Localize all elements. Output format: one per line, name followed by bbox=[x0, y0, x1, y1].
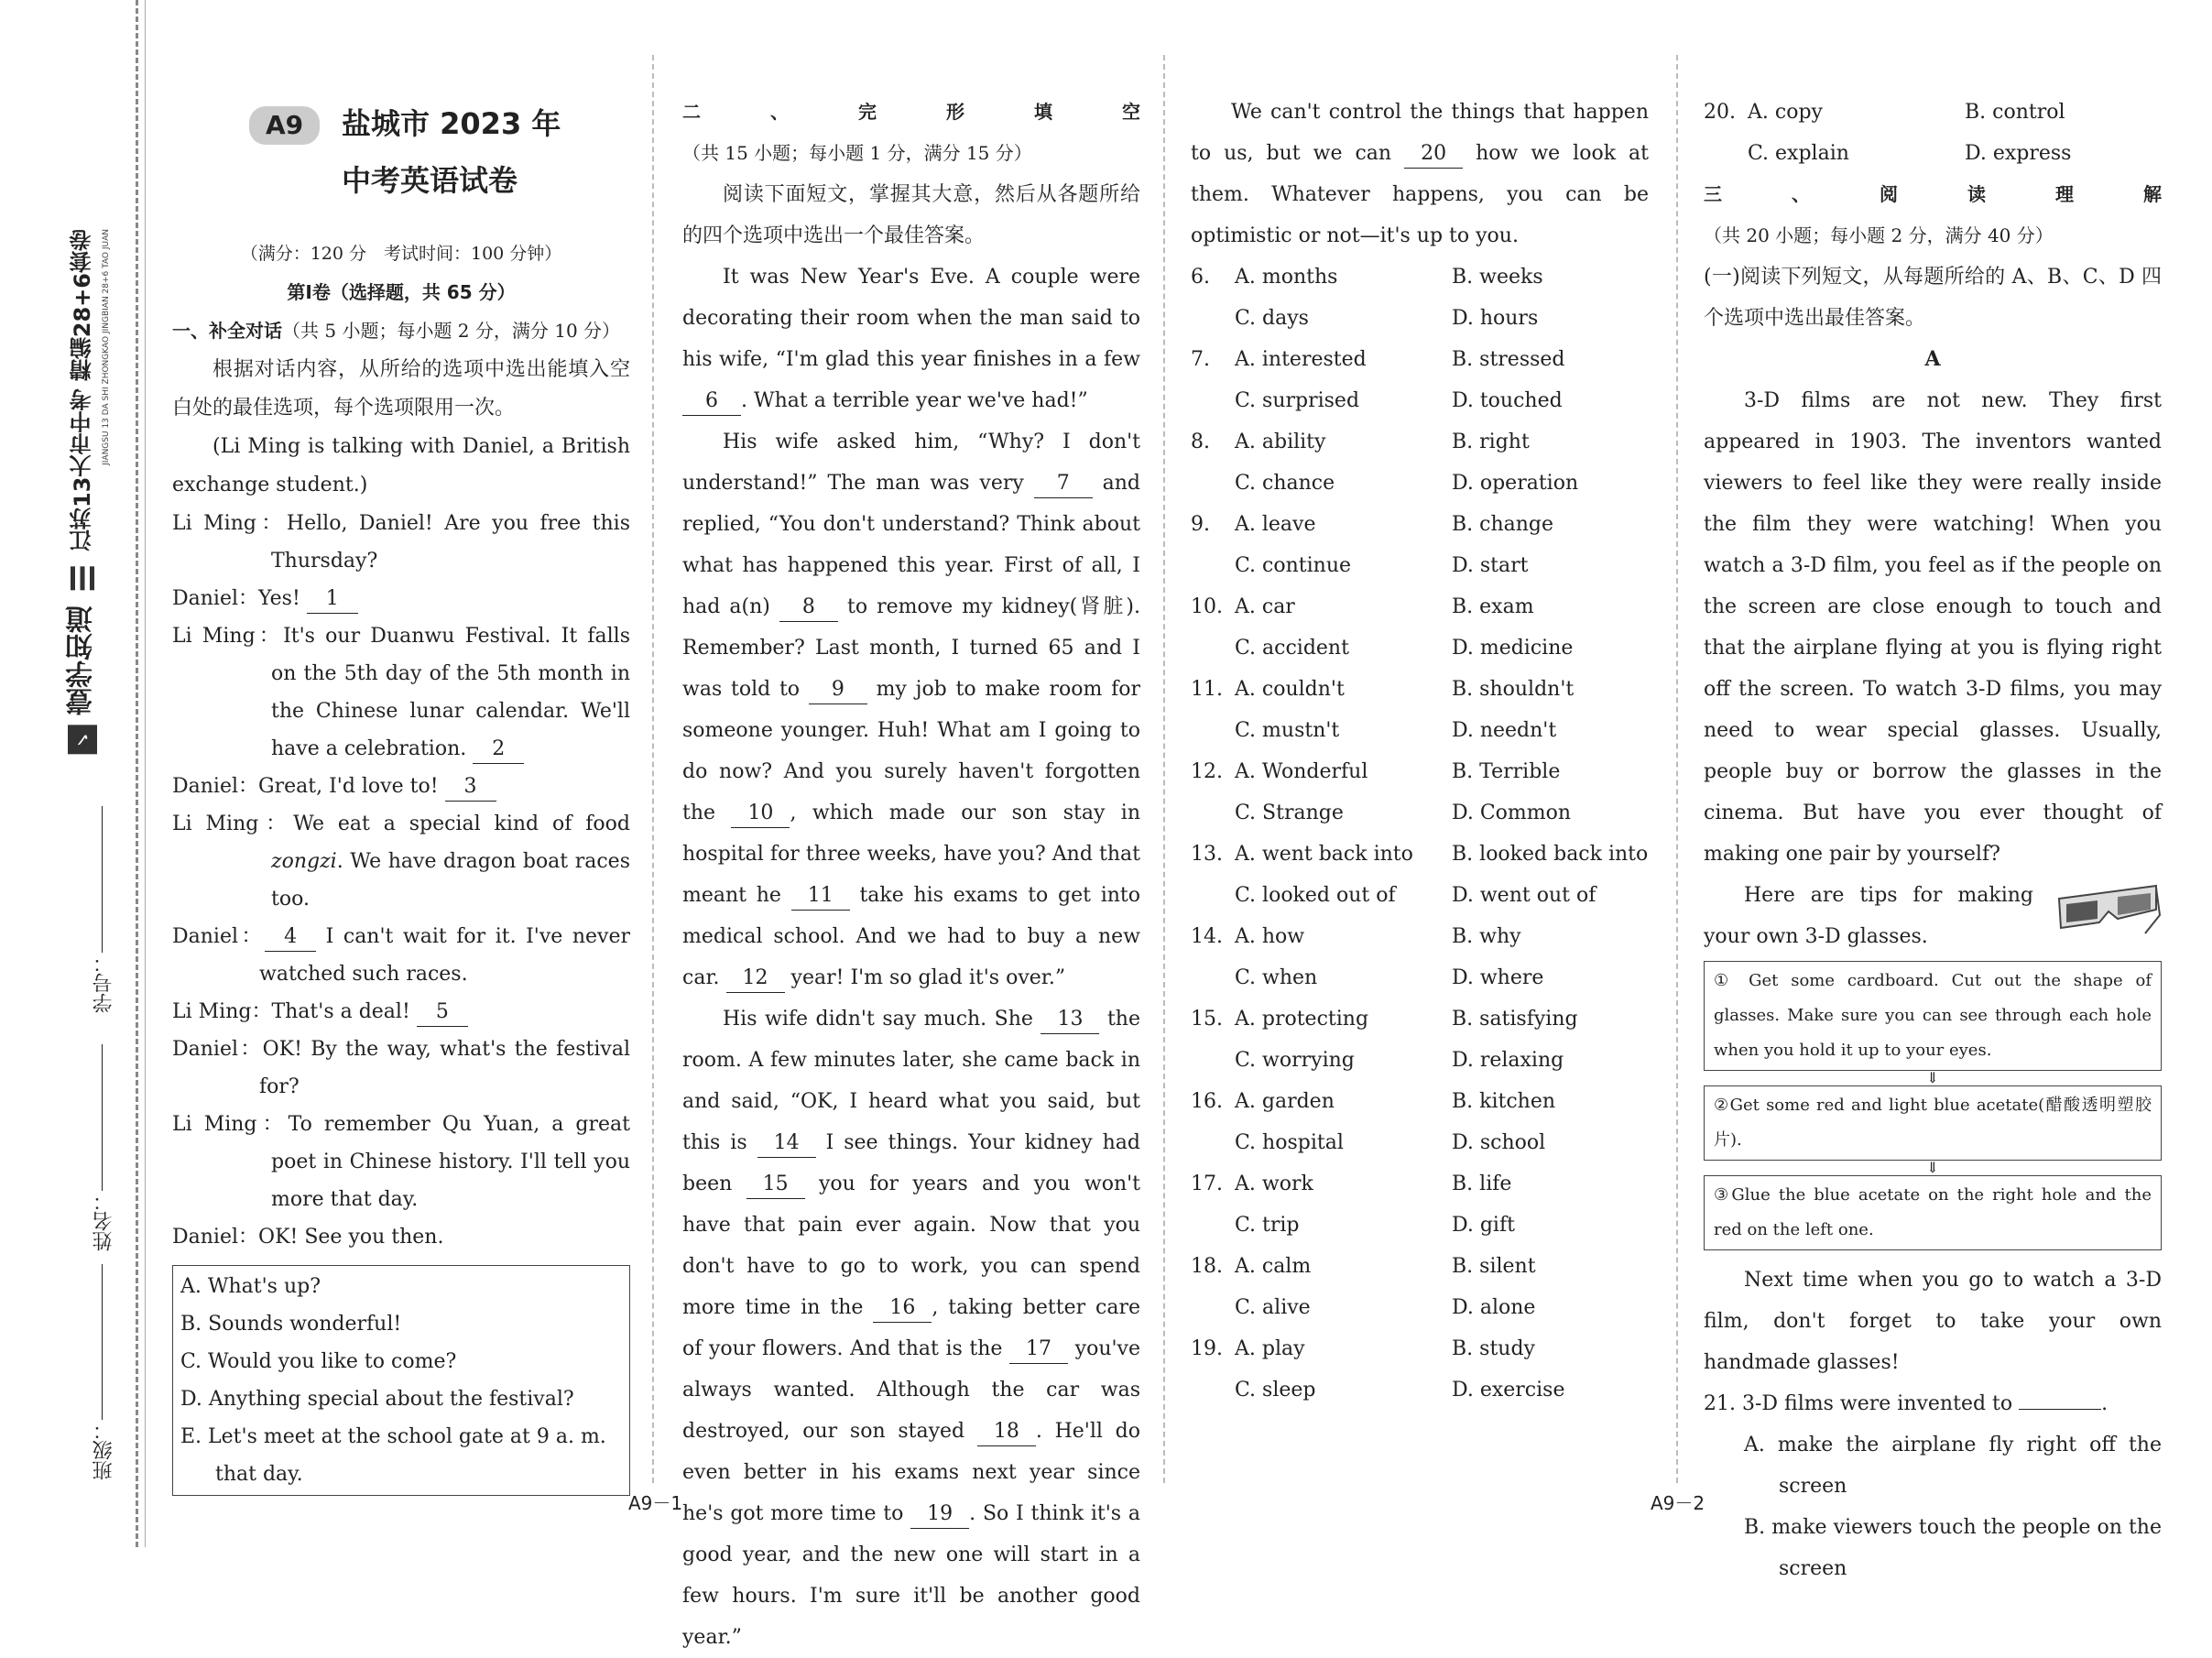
tips-intro bbox=[1704, 875, 2162, 957]
speaker: Daniel： bbox=[172, 925, 266, 948]
spacer bbox=[1191, 957, 1235, 998]
choice-a[interactable]: A. garden bbox=[1235, 1090, 1335, 1113]
option-b: B. Sounds wonderful! bbox=[180, 1313, 402, 1336]
class-label: 班级： bbox=[93, 1420, 115, 1480]
cloze-question-16 bbox=[1191, 1081, 1649, 1163]
choice-b[interactable]: B. Terrible bbox=[1452, 760, 1561, 783]
passage-text: the room. A few minutes later, she came back in and said, “OK, I heard what you said, but this is bbox=[682, 1008, 1140, 1154]
choice-d[interactable]: D. touched bbox=[1452, 389, 1563, 412]
question-number: 12. bbox=[1191, 760, 1223, 783]
cloze-options-20 bbox=[1704, 92, 2162, 174]
choice-b[interactable]: B. shouldn't bbox=[1452, 678, 1575, 701]
choice-b[interactable]: B. right bbox=[1452, 431, 1530, 453]
choice-c[interactable]: C. explain bbox=[1748, 142, 1849, 165]
question-number: 20. bbox=[1704, 101, 1736, 124]
dialogue-line bbox=[172, 580, 630, 617]
choice-a[interactable]: A. protecting bbox=[1235, 1008, 1369, 1031]
spacer bbox=[1191, 380, 1235, 421]
cloze-passage-continued bbox=[1191, 92, 1649, 256]
dialogue-line bbox=[172, 1031, 630, 1106]
id-label: 学号： bbox=[93, 953, 115, 1013]
spacer bbox=[1191, 792, 1235, 834]
column-divider bbox=[1163, 55, 1165, 1483]
cloze-paragraph bbox=[682, 998, 1140, 1658]
cloze-question-13 bbox=[1191, 834, 1649, 916]
cloze-question-19 bbox=[1191, 1328, 1649, 1411]
choice-a[interactable]: A. how bbox=[1235, 925, 1305, 948]
choice-d[interactable]: D. start bbox=[1452, 554, 1529, 577]
passage-text: It was New Year's Eve. A couple were decorating their room when the man said to his wife, “I'm glad this year finishes in a few bbox=[682, 266, 1140, 371]
choice-c[interactable]: C. sleep bbox=[1235, 1379, 1316, 1402]
exam-title-line1: 盐城市 2023 年 bbox=[342, 106, 561, 141]
choice-a[interactable]: A. Wonderful bbox=[1235, 760, 1368, 783]
option-d: D. Anything special about the festival? bbox=[180, 1388, 574, 1411]
blank-7[interactable]: 7 bbox=[1034, 470, 1093, 498]
question-number: 14. bbox=[1191, 925, 1223, 948]
passage-a-p3: Next time when you go to watch a 3-D film, don't forget to take your own handmade glasses! bbox=[1704, 1269, 2162, 1374]
blank-8[interactable]: 8 bbox=[779, 594, 838, 622]
choice-d[interactable]: D. alone bbox=[1452, 1296, 1536, 1319]
cloze-paragraph bbox=[682, 421, 1140, 998]
spacer bbox=[1704, 133, 1748, 174]
cloze-question-12 bbox=[1191, 751, 1649, 834]
passage-text: , taking better care of your flowers. And that is the bbox=[682, 1296, 1141, 1360]
cloze-question-9 bbox=[1191, 504, 1649, 586]
choice-c[interactable]: C. accident bbox=[1235, 637, 1349, 660]
passage-text: , which made our son stay in hospital for three weeks, have you? And that meant he bbox=[682, 802, 1140, 907]
column-1 bbox=[172, 99, 630, 1496]
choice-d[interactable]: D. express bbox=[1965, 142, 2072, 165]
cloze-question-10 bbox=[1191, 586, 1649, 669]
name-label: 姓名： bbox=[93, 1191, 115, 1251]
name-field[interactable] bbox=[90, 1044, 118, 1251]
dialogue-context: (Li Ming is talking with Daniel, a British exchange student.) bbox=[172, 435, 630, 496]
question-number: 15. bbox=[1191, 1008, 1223, 1031]
choice-b[interactable]: B. silent bbox=[1452, 1255, 1536, 1278]
spacer bbox=[1191, 1205, 1235, 1246]
passage-text: year! I'm so glad it's over.” bbox=[784, 966, 1066, 989]
spacer bbox=[1191, 627, 1235, 669]
spacer bbox=[1191, 1287, 1235, 1328]
blank-15[interactable]: 15 bbox=[746, 1171, 805, 1199]
option-c: C. Would you like to come? bbox=[180, 1350, 457, 1373]
speaker: Daniel： bbox=[172, 1038, 263, 1061]
dialogue-line bbox=[172, 768, 630, 805]
question-number: 10. bbox=[1191, 595, 1223, 618]
cloze-question-11 bbox=[1191, 669, 1649, 751]
column-3 bbox=[1191, 92, 1649, 1411]
choice-a[interactable]: A. play bbox=[1235, 1337, 1305, 1360]
section-2-instructions: 阅读下面短文，掌握其大意，然后从各题所给的四个选项中选出一个最佳答案。 bbox=[682, 183, 1140, 247]
line-text: That's a deal! bbox=[271, 1000, 417, 1023]
choice-b[interactable]: B. exam bbox=[1452, 595, 1534, 618]
paper-badge: A9 bbox=[249, 106, 320, 145]
choice-c[interactable]: C. looked out of bbox=[1235, 884, 1396, 907]
speaker: Li Ming： bbox=[172, 625, 284, 648]
question-number: 13. bbox=[1191, 843, 1223, 866]
line-text: To remember Qu Yuan, a great poet in Chinese history. I'll tell you more that day. bbox=[271, 1113, 630, 1211]
blank-12[interactable]: 12 bbox=[726, 965, 785, 993]
choice-c[interactable]: C. chance bbox=[1235, 472, 1335, 495]
column-2 bbox=[682, 92, 1140, 1658]
cloze-passage bbox=[682, 256, 1140, 1658]
choice-d[interactable]: D. where bbox=[1452, 966, 1544, 989]
blank-4[interactable]: 4 bbox=[265, 923, 316, 952]
passage-text: you for years and you won't have that pain ever again. Now that you don't have to go to work, you can spend more time in the bbox=[682, 1173, 1141, 1319]
page-number-right: A9－2 bbox=[1651, 1492, 1705, 1514]
passage-text: . So I think it's a good year, and the new one will start in a few hours. I'm sure it'll be another good year.” bbox=[682, 1502, 1140, 1649]
passage-text: His wife asked him, “Why? I don't understand!” The man was very bbox=[682, 431, 1140, 495]
dialogue-line bbox=[172, 505, 630, 580]
class-field[interactable] bbox=[90, 1264, 118, 1480]
blank-1[interactable]: 1 bbox=[307, 585, 358, 614]
dialogue-line bbox=[172, 1218, 630, 1256]
choice-b[interactable]: B. change bbox=[1452, 513, 1554, 536]
3d-glasses-icon bbox=[2054, 878, 2162, 948]
blank-6[interactable]: 6 bbox=[682, 387, 741, 416]
part-one-title: 第Ⅰ卷（选择题，共 65 分） bbox=[287, 281, 516, 303]
blank-10[interactable]: 10 bbox=[731, 800, 790, 828]
cloze-question-7 bbox=[1191, 339, 1649, 421]
passage-text: I see things. Your kidney had been bbox=[682, 1131, 1140, 1195]
cloze-question-20 bbox=[1704, 92, 2162, 174]
brand-strip bbox=[64, 229, 101, 754]
dialogue-line bbox=[172, 617, 630, 768]
q21-option-a: A. make the airplane fly right off the screen bbox=[1744, 1434, 2162, 1498]
choice-b[interactable]: B. control bbox=[1965, 101, 2065, 124]
dialogue bbox=[172, 505, 630, 1256]
choice-c[interactable]: C. trip bbox=[1235, 1214, 1300, 1237]
question-number: 8. bbox=[1191, 431, 1210, 453]
id-field[interactable] bbox=[90, 806, 118, 1013]
choice-c[interactable]: C. surprised bbox=[1235, 389, 1360, 412]
choice-c[interactable]: C. mustn't bbox=[1235, 719, 1340, 742]
series-pinyin: JIANGSU 13 DA SHI ZHONGKAO JINGBIAN 28+6 TAO JUAN bbox=[102, 229, 111, 465]
choice-d[interactable]: D. needn't bbox=[1452, 719, 1557, 742]
cloze-question-8 bbox=[1191, 421, 1649, 504]
exam-meta: （满分：120 分 考试时间：100 分钟） bbox=[240, 244, 562, 264]
line-text: I can't wait for it. I've never watched such races. bbox=[259, 925, 630, 986]
choice-d[interactable]: D. went out of bbox=[1452, 884, 1596, 907]
speaker: Daniel： bbox=[172, 587, 259, 610]
exam-header bbox=[172, 99, 630, 198]
blank-3[interactable]: 3 bbox=[445, 773, 496, 802]
choice-d[interactable]: D. hours bbox=[1452, 307, 1539, 330]
choice-b[interactable]: B. looked back into bbox=[1452, 843, 1649, 866]
passage-a-p2: Here are tips for making your own 3-D glasses. bbox=[1704, 884, 2033, 948]
choice-d[interactable]: D. gift bbox=[1452, 1214, 1515, 1237]
line-text: OK! See you then. bbox=[258, 1226, 444, 1249]
passage-a-label: A bbox=[1924, 347, 1941, 371]
bar-chart-icon bbox=[71, 566, 94, 590]
cloze-question-6 bbox=[1191, 256, 1649, 339]
choice-a[interactable]: A. copy bbox=[1748, 101, 1823, 124]
dialogue-line bbox=[172, 918, 630, 993]
question-number: 9. bbox=[1191, 513, 1210, 536]
choice-c[interactable]: C. hospital bbox=[1235, 1131, 1344, 1154]
section-1-heading: 一、补全对话（共 5 小题；每小题 2 分，满分 10 分） bbox=[172, 320, 621, 342]
choice-c[interactable]: C. alive bbox=[1235, 1296, 1311, 1319]
tip-3: ③Glue the blue acetate on the right hole and the red on the left one. bbox=[1704, 1175, 2162, 1250]
italic-term: zongzi bbox=[271, 850, 337, 873]
question-number: 19. bbox=[1191, 1337, 1223, 1360]
section-1-instructions: 根据对话内容，从所给的选项中选出能填入空白处的最佳选项，每个选项限用一次。 bbox=[172, 358, 630, 420]
choice-b[interactable]: B. kitchen bbox=[1452, 1090, 1556, 1113]
line-text: Yes! bbox=[258, 587, 307, 610]
spacer bbox=[1191, 545, 1235, 586]
blank-20[interactable]: 20 bbox=[1404, 140, 1463, 169]
line-text: . We have dragon boat races too. bbox=[271, 850, 630, 911]
dialogue-options-box bbox=[172, 1265, 630, 1496]
tips-flow bbox=[1704, 961, 2162, 1250]
answer-blank[interactable] bbox=[2019, 1409, 2101, 1410]
passage-text: and replied, “You don't understand? Think about what has happened this year. First of all, I had a(n) bbox=[682, 472, 1140, 618]
choice-a[interactable]: A. interested bbox=[1235, 348, 1367, 371]
passage-text: take his exams to get into medical school. And we had to buy a new car. bbox=[682, 884, 1141, 989]
choice-d[interactable]: D. Common bbox=[1452, 802, 1572, 824]
choice-b[interactable]: B. why bbox=[1452, 925, 1521, 948]
speaker: Daniel： bbox=[172, 775, 259, 798]
passage-text: . What a terrible year we've had!” bbox=[741, 389, 1088, 412]
blank-17[interactable]: 17 bbox=[1009, 1336, 1068, 1364]
page-number-left: A9－1 bbox=[628, 1492, 683, 1514]
blank-18[interactable]: 18 bbox=[977, 1418, 1036, 1446]
blank-11[interactable]: 11 bbox=[791, 882, 850, 911]
cloze-paragraph bbox=[1191, 92, 1649, 256]
passage-a-p1: 3-D films are not new. They first appeared in 1903. The inventors wanted viewers to feel like they were really inside the film they were watching! When you watch a 3-D film, you feel as if the people on the screen are close enough to touch and that the airplane flying at you is flying right off the screen. To watch 3-D films, you may need to wear special glasses. Usually, people buy or borrow the glasses in the cinema. But have you ever thought of making one pair by yourself? bbox=[1704, 389, 2162, 866]
spacer bbox=[1191, 298, 1235, 339]
choice-d[interactable]: D. relaxing bbox=[1452, 1049, 1564, 1072]
dialogue-line bbox=[172, 993, 630, 1031]
cloze-question-15 bbox=[1191, 998, 1649, 1081]
choice-a[interactable]: A. ability bbox=[1235, 431, 1326, 453]
arrow-down-icon: ⇓ bbox=[1926, 1159, 1939, 1176]
brand-name: 壹学知道 bbox=[66, 605, 98, 715]
cloze-question-18 bbox=[1191, 1246, 1649, 1328]
line-text: We eat a special kind of food bbox=[293, 813, 630, 835]
spacer bbox=[1191, 1369, 1235, 1411]
cloze-options bbox=[1191, 256, 1649, 1411]
question-21: 21. 3-D films were invented to . bbox=[1704, 1392, 2108, 1415]
option-e: E. Let's meet at the school gate at 9 a. m. that day. bbox=[180, 1425, 606, 1486]
binding-dashed-line bbox=[136, 0, 138, 1547]
choice-d[interactable]: D. operation bbox=[1452, 472, 1579, 495]
column-divider bbox=[652, 55, 654, 1483]
speaker: Li Ming： bbox=[172, 1113, 289, 1136]
line-text: Hello, Daniel! Are you free this Thursday? bbox=[271, 512, 630, 573]
section-2-heading: 二、完形填空（共 15 小题；每小题 1 分，满分 15 分） bbox=[682, 101, 1140, 164]
choice-c[interactable]: C. when bbox=[1235, 966, 1318, 989]
choice-a[interactable]: A. went back into bbox=[1235, 843, 1413, 866]
passage-text: . He'll do even better in his exams next year since he's got more time to bbox=[682, 1420, 1140, 1525]
dialogue-line bbox=[172, 805, 630, 918]
question-number: 6. bbox=[1191, 266, 1210, 289]
blank-19[interactable]: 19 bbox=[910, 1500, 969, 1529]
speaker: Li Ming： bbox=[172, 512, 287, 535]
choice-c[interactable]: C. continue bbox=[1235, 554, 1352, 577]
cloze-question-17 bbox=[1191, 1163, 1649, 1246]
choice-c[interactable]: C. days bbox=[1235, 307, 1309, 330]
blank-5[interactable]: 5 bbox=[417, 998, 468, 1027]
speaker: Daniel： bbox=[172, 1226, 259, 1249]
choice-b[interactable]: B. weeks bbox=[1452, 266, 1543, 289]
choice-d[interactable]: D. school bbox=[1452, 1131, 1546, 1154]
blank-2[interactable]: 2 bbox=[473, 736, 524, 764]
passage-text: how we look at them. Whatever happens, you can be optimistic or not—it's up to you. bbox=[1191, 142, 1649, 247]
binding-solid-line bbox=[145, 0, 146, 1547]
choice-a[interactable]: A. months bbox=[1235, 266, 1338, 289]
column-divider bbox=[1676, 55, 1678, 1483]
choice-a[interactable]: A. work bbox=[1235, 1173, 1313, 1195]
choice-b[interactable]: B. satisfying bbox=[1452, 1008, 1578, 1031]
passage-text: His wife didn't say much. She bbox=[723, 1008, 1041, 1031]
spacer bbox=[1191, 463, 1235, 504]
passage-text: you've always wanted. Although the car was destroyed, our son stayed bbox=[682, 1337, 1140, 1443]
option-a: A. What's up? bbox=[180, 1275, 321, 1298]
choice-b[interactable]: B. stressed bbox=[1452, 348, 1565, 371]
choice-c[interactable]: C. worrying bbox=[1235, 1049, 1355, 1072]
choice-d[interactable]: D. medicine bbox=[1452, 637, 1574, 660]
line-text: Great, I'd love to! bbox=[258, 775, 445, 798]
choice-b[interactable]: B. life bbox=[1452, 1173, 1512, 1195]
dialogue-line bbox=[172, 1106, 630, 1218]
blank-16[interactable]: 16 bbox=[873, 1294, 932, 1323]
cloze-question-14 bbox=[1191, 916, 1649, 998]
blank-13[interactable]: 13 bbox=[1041, 1006, 1099, 1034]
speaker: Li Ming： bbox=[172, 813, 294, 835]
series-name: 江苏13大市中考 精编28+6套卷 bbox=[70, 229, 95, 551]
question-number: 17. bbox=[1191, 1173, 1223, 1195]
q21-option-b: B. make viewers touch the people on the screen bbox=[1744, 1516, 2162, 1580]
cloze-paragraph bbox=[682, 256, 1140, 421]
passage-text: We can't control the things that happen to us, but we can bbox=[1191, 101, 1649, 165]
section-3-heading: 三、阅读理解（共 20 小题；每小题 2 分，满分 40 分） bbox=[1704, 183, 2162, 246]
blank-14[interactable]: 14 bbox=[757, 1129, 816, 1158]
exam-title-line2: 中考英语试卷 bbox=[342, 163, 518, 198]
choice-a[interactable]: A. calm bbox=[1235, 1255, 1312, 1278]
passage-text: my job to make room for someone younger. Huh! What am I going to do now? And you surely haven't forgotten the bbox=[682, 678, 1140, 824]
question-number: 18. bbox=[1191, 1255, 1223, 1278]
speaker: Li Ming： bbox=[172, 1000, 272, 1023]
column-4 bbox=[1704, 92, 2162, 1589]
question-number: 7. bbox=[1191, 348, 1210, 371]
spacer bbox=[1191, 710, 1235, 751]
arrow-down-icon: ⇓ bbox=[1926, 1069, 1939, 1086]
brand-logo-icon: ✓ bbox=[68, 725, 97, 754]
question-number: 11. bbox=[1191, 678, 1223, 701]
spacer bbox=[1191, 875, 1235, 916]
choice-d[interactable]: D. exercise bbox=[1452, 1379, 1565, 1402]
spacer bbox=[1191, 1122, 1235, 1163]
tip-1: ① Get some cardboard. Cut out the shape of glasses. Make sure you can see through each hole when you hold it up to your eyes. bbox=[1704, 961, 2162, 1071]
choice-c[interactable]: C. Strange bbox=[1235, 802, 1344, 824]
tip-2: ②Get some red and light blue acetate(醋酸透明塑胶片). bbox=[1704, 1085, 2162, 1161]
line-text: It's our Duanwu Festival. It falls on the 5th day of the 5th month in the Chinese lunar calendar. We'll have a celebration. bbox=[271, 625, 630, 760]
line-text: OK! By the way, what's the festival for? bbox=[259, 1038, 630, 1098]
section-3-instructions: (一)阅读下列短文，从每题所给的 A、B、C、D 四个选项中选出最佳答案。 bbox=[1704, 266, 2162, 330]
choice-a[interactable]: A. couldn't bbox=[1235, 678, 1345, 701]
choice-a[interactable]: A. leave bbox=[1235, 513, 1316, 536]
passage-text: to remove my kidney(肾脏). Remember? Last month, I turned 65 and I was told to bbox=[682, 595, 1140, 701]
spacer bbox=[1191, 1040, 1235, 1081]
blank-9[interactable]: 9 bbox=[809, 676, 867, 704]
choice-b[interactable]: B. study bbox=[1452, 1337, 1535, 1360]
question-number: 16. bbox=[1191, 1090, 1223, 1113]
choice-a[interactable]: A. car bbox=[1235, 595, 1295, 618]
